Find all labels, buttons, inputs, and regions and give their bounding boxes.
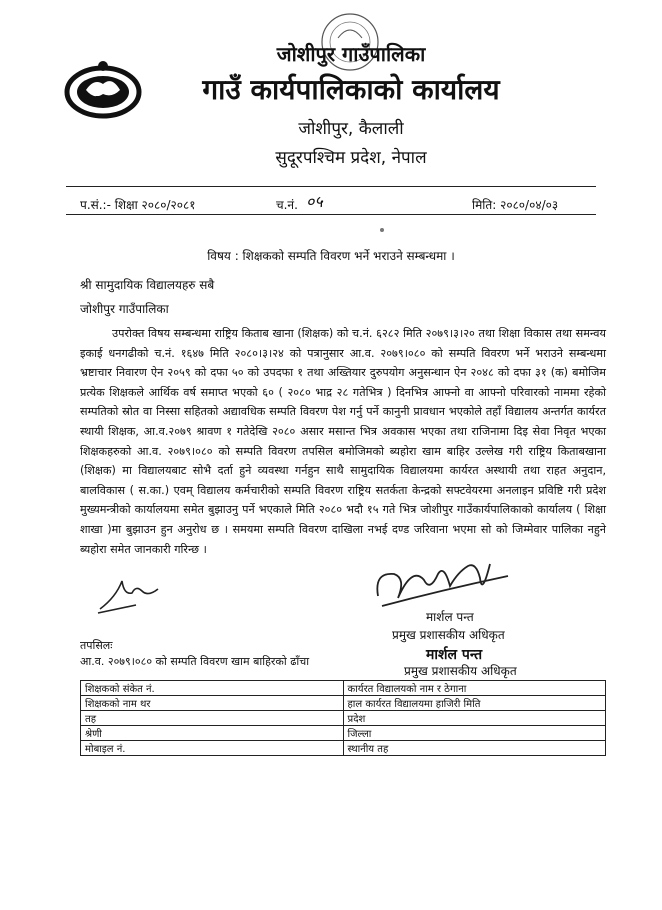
table-cell: प्रदेश (343, 711, 606, 726)
recipient-line-2: जोशीपुर गाउँपालिका (80, 302, 169, 316)
table-cell: शिक्षकको नाम थर (81, 696, 344, 711)
table-cell: मोबाइल नं. (81, 741, 344, 756)
table-cell: हाल कार्यरत विद्यालयमा हाजिरी मिति (343, 696, 606, 711)
table-row (81, 696, 606, 711)
scan-dot (380, 228, 384, 232)
letter-date: मिति: २०८०/०४/०३ (472, 198, 559, 212)
dispatch-label: च.नं. (276, 198, 298, 212)
table-cell: तह (81, 711, 344, 726)
stamp-name: मार्शल पन्त (426, 647, 483, 663)
table-row (81, 711, 606, 726)
letter-body: उपरोक्त विषय सम्बन्धमा राष्ट्रिय किताब खाना (शिक्षक) को च.नं. ६२८२ मिति २०७९।३।२० तथा शिक्षा विकास तथा समन्वय इकाई धनगढीको च.नं. १६४७ मिति २०८०।३।२४ को पत्रानुसार आ.व. २०७९।०८० को सम्पति विवरण भर्ने भराउने सम्बन्धमा भ्रष्टाचार निवारण ऐन २०५९ को दफा ५० को उपदफा १ तथा अख्तियार दुरुपयोग अनुसन्धान ऐन २०४८ को दफा ३१ (क) बमोजिम प्रत्येक शिक्षकले आर्थिक वर्ष समाप्त भएको ६० ( २०८० भाद्र २८ गतेभित्र ) दिनभित्र आफ्नो वा आफ्नो परिवारको नाममा रहेको सम्पतिको स्रोत वा निस्सा सहितको अद्यावधिक सम्पति विवरण पेश गर्नु पर्ने कानुनी प्रावधान भएकोले तहाँ विद्यालय अन्तर्गत कार्यरत स्थायी शिक्षक, आ.व.२०७९ श्रावण १ गतेदेखि २०८० असार मसान्त भित्र अवकास भएका तथा राजिनामा दिइ सेवा निवृत भएका शिक्षकहरुको आ.व. २०७९।०८० को सम्पति विवरण तपसिल बमोजिमको ब्यहोरा खाम बाहिर उल्लेख गरी राष्ट्रिय किताबखाना (शिक्षक) मा विद्यालयबाट सोभै दर्ता हुने व्यवस्था गर्नहुन साथै सामुदायिक विद्यालयमा कार्यरत अस्थायी तथा राहत अनुदान, बालविकास ( स.का.) एवम् विद्यालय कर्मचारीको सम्पति विवरण राष्ट्रिय सतर्कता केन्द्रको सफ्टवेयरमा अनलाइन प्रविष्टि गरी प्रदेश मुख्यमन्त्रीको कार्यालयमा समेत बुझाउनु पर्ने भएकाले मिति २०८० भदौ १५ गते भित्र जोशीपुर गाउँकार्यपालिकाको कार्यालय ( शिक्षा शाखा )मा बुझाउन हुन अनुरोध छ । समयमा सम्पति विवरण दाखिला नभई दण्ड जरिवाना भएमा सो को जिम्मेवार पालिका नहुने ब्यहोरा समेत जानकारी गरिन्छ । (80, 327, 606, 556)
letter-subject: विषय : शिक्षकको सम्पति विवरण भर्ने भराउने सम्बन्धमा । (207, 249, 455, 263)
table-cell: शिक्षकको संकेत नं. (81, 681, 344, 696)
recipient-line-1: श्री सामुदायिक विद्यालयहरु सबै (80, 278, 215, 292)
table-row (81, 726, 606, 741)
table-cell: स्थानीय तह (343, 741, 606, 756)
signatory-name: मार्शल पन्त (426, 610, 474, 624)
table-cell: जिल्ला (343, 726, 606, 741)
table-row (81, 681, 606, 696)
annex-subheading: आ.व. २०७९।०८० को सम्पति विवरण खाम बाहिरको ढाँचा (80, 655, 310, 668)
signatory-title: प्रमुख प्रशासकीय अधिकृत (392, 628, 505, 642)
office-name: गाउँ कार्यपालिकाको कार्यालय (202, 73, 500, 106)
header-divider-top (66, 186, 596, 187)
table-cell: कार्यरत विद्यालयको नाम र ठेगाना (343, 681, 606, 696)
annex-heading: तपसिलः (80, 639, 113, 652)
initial-signature (96, 575, 166, 615)
table-row (81, 741, 606, 756)
envelope-format-table (80, 680, 606, 756)
address-line-2: सुदूरपश्चिम प्रदेश, नेपाल (275, 148, 427, 168)
municipality-name: जोशीपुर गाउँपालिका (276, 42, 426, 66)
header-divider-bottom (66, 214, 596, 215)
table-cell: श्रेणी (81, 726, 344, 741)
dispatch-number-handwritten: ०५ (306, 192, 323, 211)
stamp-title: प्रमुख प्रशासकीय अधिकृत (404, 664, 517, 678)
officer-signature (372, 556, 512, 612)
letter-number: प.सं.:- शिक्षा २०८०/२०८१ (80, 198, 196, 212)
address-line-1: जोशीपुर, कैलाली (298, 119, 404, 139)
